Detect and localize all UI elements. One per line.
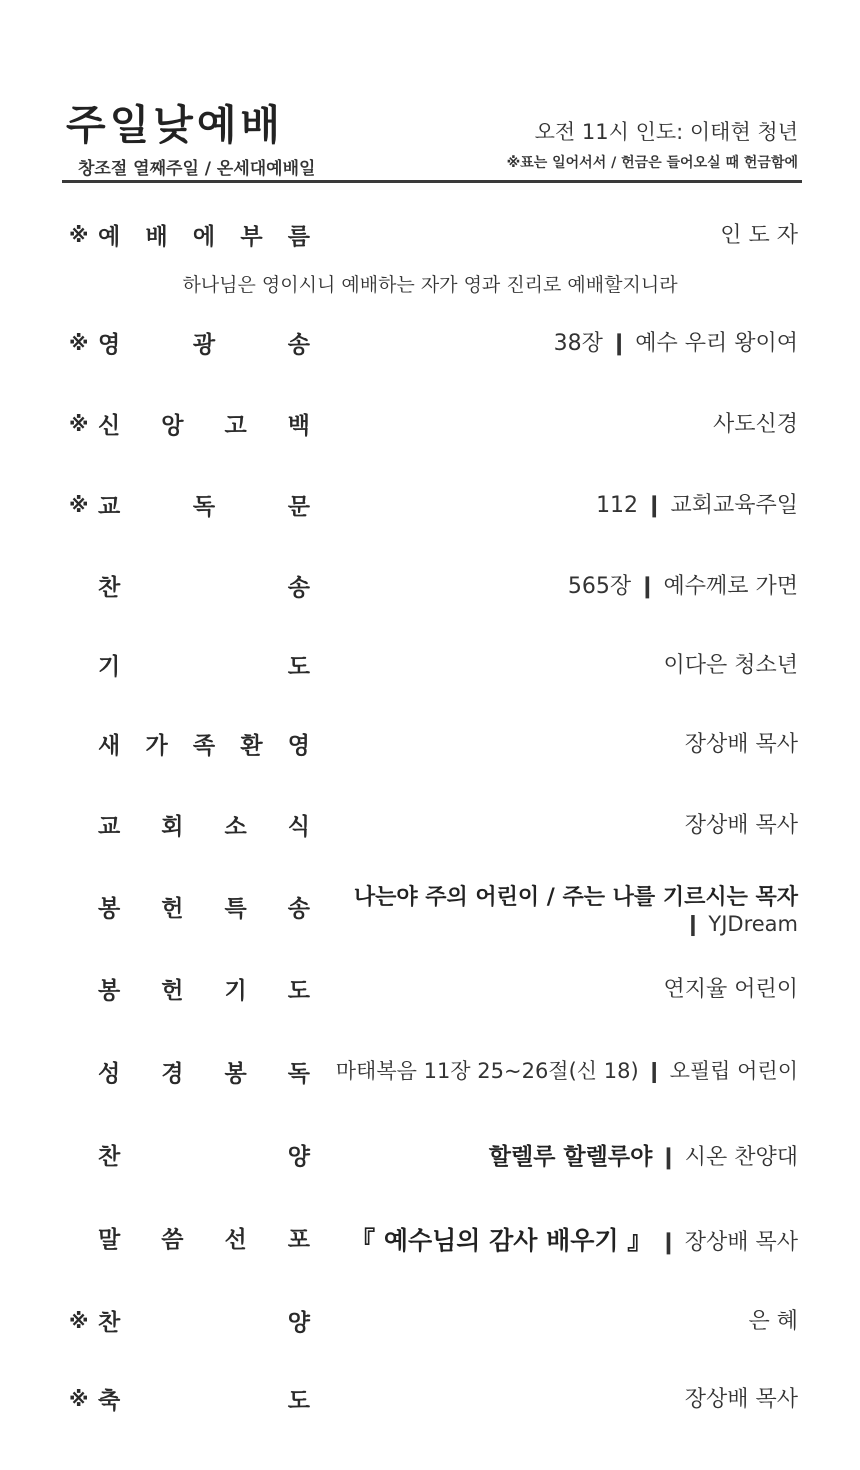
standing-mark: ※ bbox=[69, 412, 89, 436]
order-detail: 38장 ❙ 예수 우리 왕이여 bbox=[553, 331, 798, 356]
sermon-title: 『 예수님의 감사 배우기 』 bbox=[350, 1226, 653, 1255]
order-detail: 연지율 어린이 bbox=[663, 977, 798, 1002]
anthem-choir: ❙ 시온 찬양대 bbox=[652, 1145, 798, 1170]
order-label: 교 회 소 식 bbox=[98, 814, 310, 840]
standing-mark: ※ bbox=[69, 1387, 89, 1411]
season-subtitle: 창조절 열째주일 / 온세대예배일 bbox=[78, 159, 316, 179]
scripture-verse: 하나님은 영이시니 예배하는 자가 영과 진리로 예배할지니라 bbox=[182, 274, 678, 296]
order-row-prayer bbox=[62, 646, 798, 686]
order-detail: 인 도 자 bbox=[720, 223, 798, 248]
time-leader: 오전 11시 인도: 이태현 청년 bbox=[534, 120, 798, 144]
order-detail bbox=[350, 1221, 798, 1257]
order-label: 찬 송 bbox=[98, 575, 310, 601]
order-label: 예 배 에 부 름 bbox=[98, 224, 310, 250]
order-detail: 이다은 청소년 bbox=[663, 653, 798, 678]
order-label: 새 가 족 환 영 bbox=[98, 733, 310, 759]
standing-mark: ※ bbox=[69, 223, 89, 247]
order-detail: 장상배 목사 bbox=[684, 813, 798, 838]
standing-mark: ※ bbox=[69, 493, 89, 517]
order-detail: 장상배 목사 bbox=[684, 732, 798, 757]
order-label: 영 광 송 bbox=[98, 332, 310, 358]
order-row-announcements bbox=[62, 806, 798, 846]
order-label: 신 앙 고 백 bbox=[98, 413, 310, 439]
order-label: 기 도 bbox=[98, 654, 310, 680]
order-row-hymn bbox=[62, 567, 798, 607]
order-row-closing-song bbox=[62, 1302, 798, 1342]
order-label: 말 씀 선 포 bbox=[98, 1227, 310, 1253]
order-label: 봉 헌 기 도 bbox=[98, 978, 310, 1004]
order-detail bbox=[489, 1138, 798, 1171]
order-row-creed bbox=[62, 405, 798, 445]
special-song-artist: ❙ YJDream bbox=[684, 912, 798, 936]
sermon-preacher: ❙ 장상배 목사 bbox=[652, 1230, 798, 1255]
order-row-doxology bbox=[62, 324, 798, 364]
order-row-benediction bbox=[62, 1380, 798, 1420]
header-divider bbox=[62, 180, 802, 183]
standing-mark: ※ bbox=[69, 1309, 89, 1333]
order-label: 교 독 문 bbox=[98, 494, 310, 520]
special-song-title: 나는야 주의 어린이 / 주는 나를 기르시는 목자 bbox=[353, 885, 798, 910]
order-detail: 마태복음 11장 25~26절(신 18) ❙ 오필립 어린이 bbox=[335, 1059, 798, 1083]
standing-mark: ※ bbox=[69, 331, 89, 355]
order-row-scripture-reading bbox=[62, 1053, 798, 1093]
notice-text: ※표는 일어서서 / 헌금은 들어오실 때 헌금함에 bbox=[506, 155, 798, 171]
order-row-offertory-prayer bbox=[62, 970, 798, 1010]
order-label: 봉 헌 특 송 bbox=[98, 896, 310, 922]
order-label: 찬 양 bbox=[98, 1310, 310, 1336]
order-row-choir bbox=[62, 1136, 798, 1176]
order-row-sermon bbox=[62, 1219, 798, 1259]
order-label: 성 경 봉 독 bbox=[98, 1061, 310, 1087]
page-title: 주일낮예배 bbox=[66, 101, 285, 149]
anthem-title: 할렐루 할렐루야 bbox=[488, 1144, 653, 1170]
order-label: 찬 양 bbox=[98, 1144, 310, 1170]
order-detail: 사도신경 bbox=[712, 412, 798, 437]
order-label: 축 도 bbox=[98, 1388, 310, 1414]
order-detail: 장상배 목사 bbox=[684, 1387, 798, 1412]
order-row-welcome bbox=[62, 725, 798, 765]
order-detail: 565장 ❙ 예수께로 가면 bbox=[567, 574, 798, 599]
order-detail: 112 ❙ 교회교육주일 bbox=[596, 493, 798, 518]
order-row-offertory-song bbox=[62, 885, 798, 936]
order-row-call-to-worship bbox=[62, 216, 798, 256]
order-row-responsive-reading bbox=[62, 486, 798, 526]
order-detail: 은 혜 bbox=[748, 1309, 798, 1334]
